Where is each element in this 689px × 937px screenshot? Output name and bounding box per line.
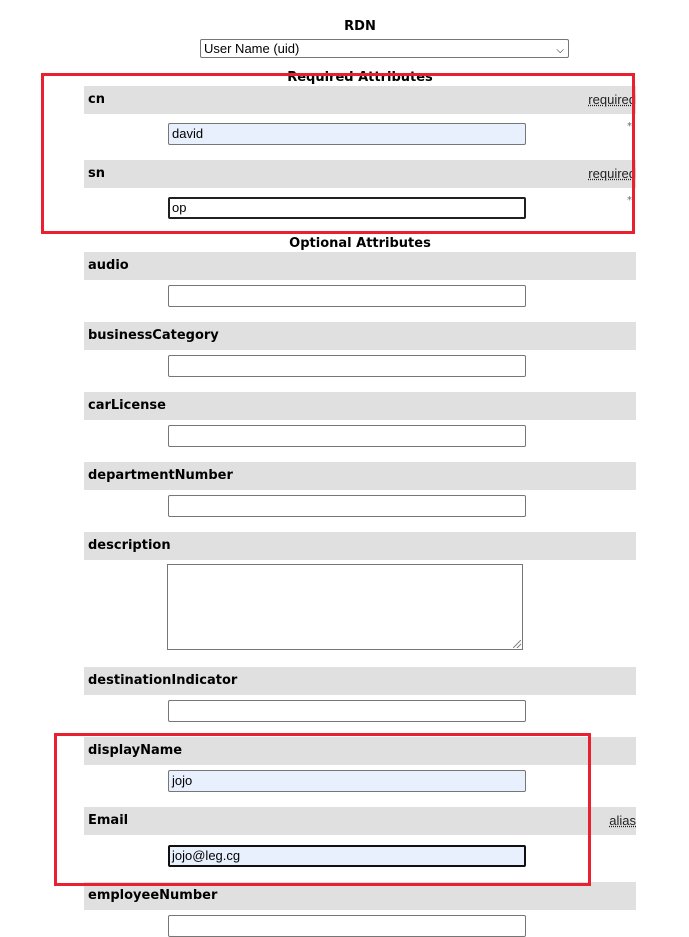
resize-grip-icon[interactable] (513, 640, 521, 648)
attr-label-email: Email (88, 813, 129, 828)
attr-label-cn: cn (88, 92, 105, 107)
attr-label-description: description (88, 538, 171, 553)
attr-label-departmentNumber: departmentNumber (88, 468, 233, 483)
businessCategory-input[interactable] (168, 355, 526, 377)
attr-row-destinationIndicator (84, 667, 636, 695)
departmentNumber-input[interactable] (168, 495, 526, 517)
rdn-select[interactable] (200, 39, 569, 58)
description-textarea[interactable] (167, 564, 523, 650)
attr-row-audio (84, 252, 636, 280)
required-hint: required (588, 92, 636, 107)
attr-label-carLicense: carLicense (88, 398, 166, 413)
required-mark: * (627, 121, 632, 132)
attr-row-employeeNumber (84, 882, 636, 910)
carLicense-input[interactable] (168, 425, 526, 447)
attr-row-carLicense (84, 392, 636, 420)
attr-label-sn: sn (88, 166, 105, 181)
attr-label-destinationIndicator: destinationIndicator (88, 673, 238, 688)
audio-input[interactable] (168, 285, 526, 307)
chevron-down-icon: ⌵ (556, 45, 564, 56)
required-mark: * (627, 195, 632, 206)
rdn-heading: RDN (344, 19, 376, 34)
required-hint: required (588, 166, 636, 181)
optional-attributes-heading: Optional Attributes (289, 236, 431, 251)
email-input[interactable]: jojo@leg.cg (168, 845, 526, 867)
sn-input[interactable]: op (168, 197, 526, 219)
alias-hint: alias (609, 813, 636, 828)
attr-label-employeeNumber: employeeNumber (88, 888, 218, 903)
highlight-box-required (41, 73, 635, 234)
attr-label-businessCategory: businessCategory (88, 328, 219, 343)
attr-row-departmentNumber (84, 462, 636, 490)
highlight-box-displayname-email (54, 733, 591, 886)
attr-row-businessCategory (84, 322, 636, 350)
attr-label-displayName: displayName (88, 743, 183, 758)
attr-label-audio: audio (88, 258, 129, 273)
employeeNumber-input[interactable] (168, 915, 526, 937)
required-attributes-heading: Required Attributes (287, 70, 433, 85)
attr-row-description (84, 532, 636, 560)
destinationIndicator-input[interactable] (168, 700, 526, 722)
displayName-input[interactable]: jojo (168, 770, 526, 792)
rdn-select-value: User Name (uid) (204, 41, 300, 56)
cn-input[interactable]: david (168, 123, 526, 145)
